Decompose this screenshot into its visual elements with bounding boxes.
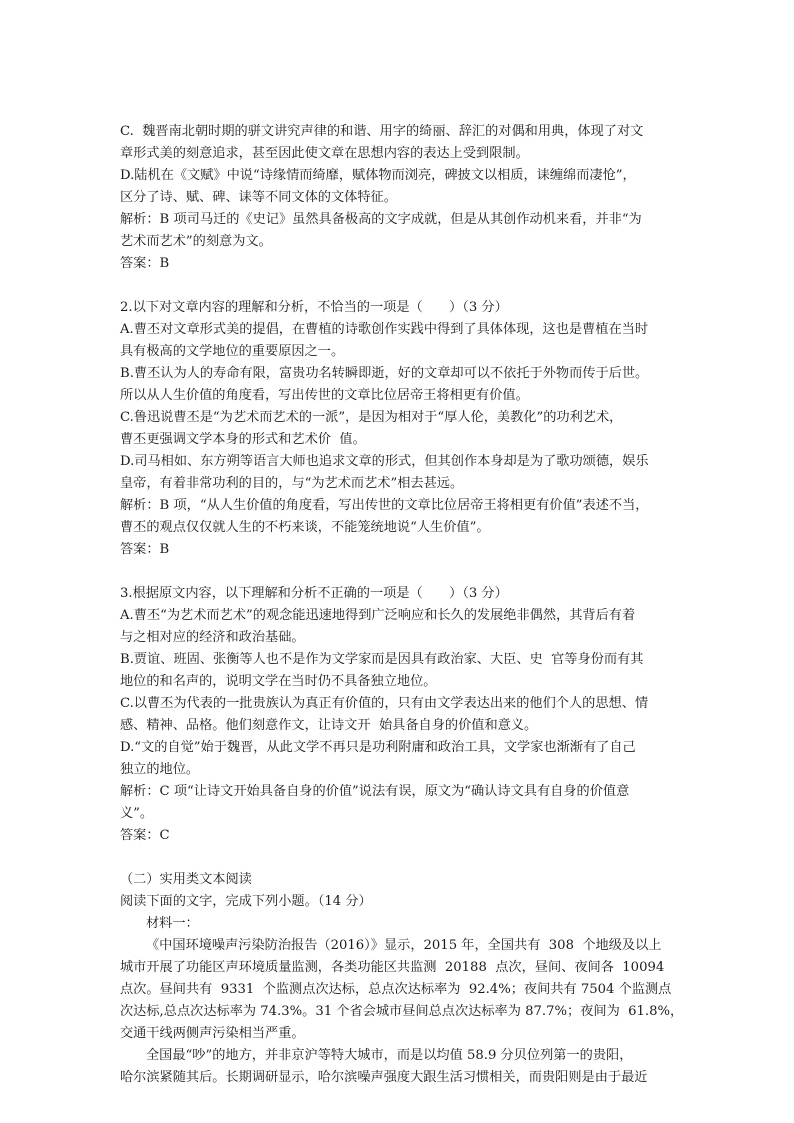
text-line: 区分了诗、赋、碑、诔等不同文体的文体特征。 [120,190,397,205]
spacer [120,275,682,297]
q2-answer: 答案：B [120,542,170,557]
text-line: 点次。昼间共有 9331 个监测点次达标，总点次达标率为 92.4%；夜间共有 7504 个监测点 [120,982,672,997]
document-body [120,121,682,1089]
text-line: 地位的和名声的，说明文学在当时仍不具备独立地位。 [120,674,437,689]
q2-option-c [120,407,682,451]
q1-answer: 答案：B [120,256,170,271]
text-line: B.贾谊、班固、张衡等人也不是作为文学家而是因具有政治家、大臣、史 官等身份而有其 [120,652,644,667]
text-line: 全国最“吵”的地方，并非京沪等特大城市，而是以均值 58.9 分贝位列第一的贵阳， [146,1048,633,1063]
text-line: 城市开展了功能区声环境质量监测，各类功能区共监测 20188 点次，昼间、夜间各 10094 [120,960,665,975]
text-line: 义”。 [120,806,154,821]
text-line: C. 魏晋南北朝时期的骈文讲究声律的和谐、用字的绮丽、辞汇的对偶和用典，体现了对文 [120,124,644,139]
spacer [120,561,682,583]
text-line: 皇帝，有着非常功利的目的，与“为艺术而艺术”相去甚远。 [120,476,464,491]
section-heading: （二）实用类文本阅读 [120,872,252,887]
text-line: 感、精神、品格。他们刻意作文，让诗文开 始具备自身的价值和意义。 [120,718,538,733]
text-line: 解析：B 项，“从人生价值的角度看，写出传世的文章比位居帝王将相更有价值”表述不当， [120,498,649,513]
text-line: 哈尔滨紧随其后。长期调研显示，哈尔滨噪声强度大跟生活习惯相关，而贵阳则是由于最近 [120,1070,648,1085]
q2-stem: 2.以下对文章内容的理解和分析，不恰当的一项是（ ）（3 分） [120,300,508,315]
text-line: D.司马相如、东方朔等语言大师也追求文章的形式，但其创作本身却是为了歌功颂德，娱乐 [120,454,649,469]
text-line: 曹丕的观点仅仅就人生的不朽来谈，不能笼统地说“人生价值”。 [120,520,490,535]
text-line: 交通干线两侧声污染相当严重。 [120,1026,305,1041]
q3-stem: 3.根据原文内容，以下理解和分析不正确的一项是（ ）（3 分） [120,586,508,601]
text-line: 独立的地位。 [120,762,200,777]
q3-option-a [120,605,682,649]
q2-analysis [120,495,682,539]
q3-analysis [120,781,682,825]
q2-option-a [120,319,682,363]
text-line: 次达标,总点次达标率为 74.3%。31 个省会城市昼间总点次达标率为 87.7%；夜间为 61.8%， [120,1004,684,1019]
q1-option-d [120,165,682,209]
spacer [120,847,682,869]
text-line: 具有极高的文学地位的重要原因之一。 [120,344,345,359]
text-line: 解析：B 项司马迁的《史记》虽然具备极高的文字成就，但是从其创作动机来看，并非“为 [120,212,642,227]
text-line: C.以曹丕为代表的一批贵族认为真正有价值的，只有由文学表达出来的他们个人的思想、情 [120,696,649,711]
section-instruction: 阅读下面的文字，完成下列小题。（14 分） [120,894,372,909]
text-line: C.鲁迅说曹丕是“为艺术而艺术的一派”，是因为相对于“厚人伦，美教化”的功利艺术， [120,410,623,425]
text-line: D.“文的自觉”始于魏晋，从此文学不再只是功利附庸和政治工具，文学家也渐渐有了自己 [120,740,636,755]
q3-option-b [120,649,682,693]
q1-option-c [120,121,682,165]
text-line: 艺术而艺术”的刻意为文。 [120,234,272,249]
material-paragraph-1 [120,935,682,1045]
text-line: A.曹丕“为艺术而艺术”的观念能迅速地得到广泛响应和长久的发展绝非偶然，其背后有着 [120,608,636,623]
text-line: 与之相对应的经济和政治基础。 [120,630,305,645]
q2-option-b [120,363,682,407]
material-label: 材料一： [146,916,199,931]
q3-answer: 答案：C [120,828,170,843]
text-line: 所以从人生价值的角度看，写出传世的文章比位居帝王将相更有价值。 [120,388,529,403]
q2-option-d [120,451,682,495]
text-line: D.陆机在《文赋》中说“诗缘情而绮靡，赋体物而浏亮，碑披文以相质，诔缠绵而凄怆”， [120,168,636,183]
q3-option-d [120,737,682,781]
text-line: A.曹丕对文章形式美的提倡，在曹植的诗歌创作实践中得到了具体体现，这也是曹植在当时 [120,322,649,337]
q1-analysis [120,209,682,253]
text-line: 章形式美的刻意追求，甚至因此使文章在思想内容的表达上受到限制。 [120,146,529,161]
text-line: 《中国环境噪声污染防治报告（2016）》显示，2015 年，全国共有 308 个地级及以上 [146,938,662,953]
q3-option-c [120,693,682,737]
text-line: 解析：C 项“让诗文开始具备自身的价值”说法有误，原文为“确认诗文具有自身的价值意 [120,784,630,799]
material-paragraph-2 [120,1045,682,1089]
text-line: 曹丕更强调文学本身的形式和艺术价 值。 [120,432,366,447]
text-line: B.曹丕认为人的寿命有限，富贵功名转瞬即逝，好的文章却可以不依托于外物而传于后世。 [120,366,649,381]
